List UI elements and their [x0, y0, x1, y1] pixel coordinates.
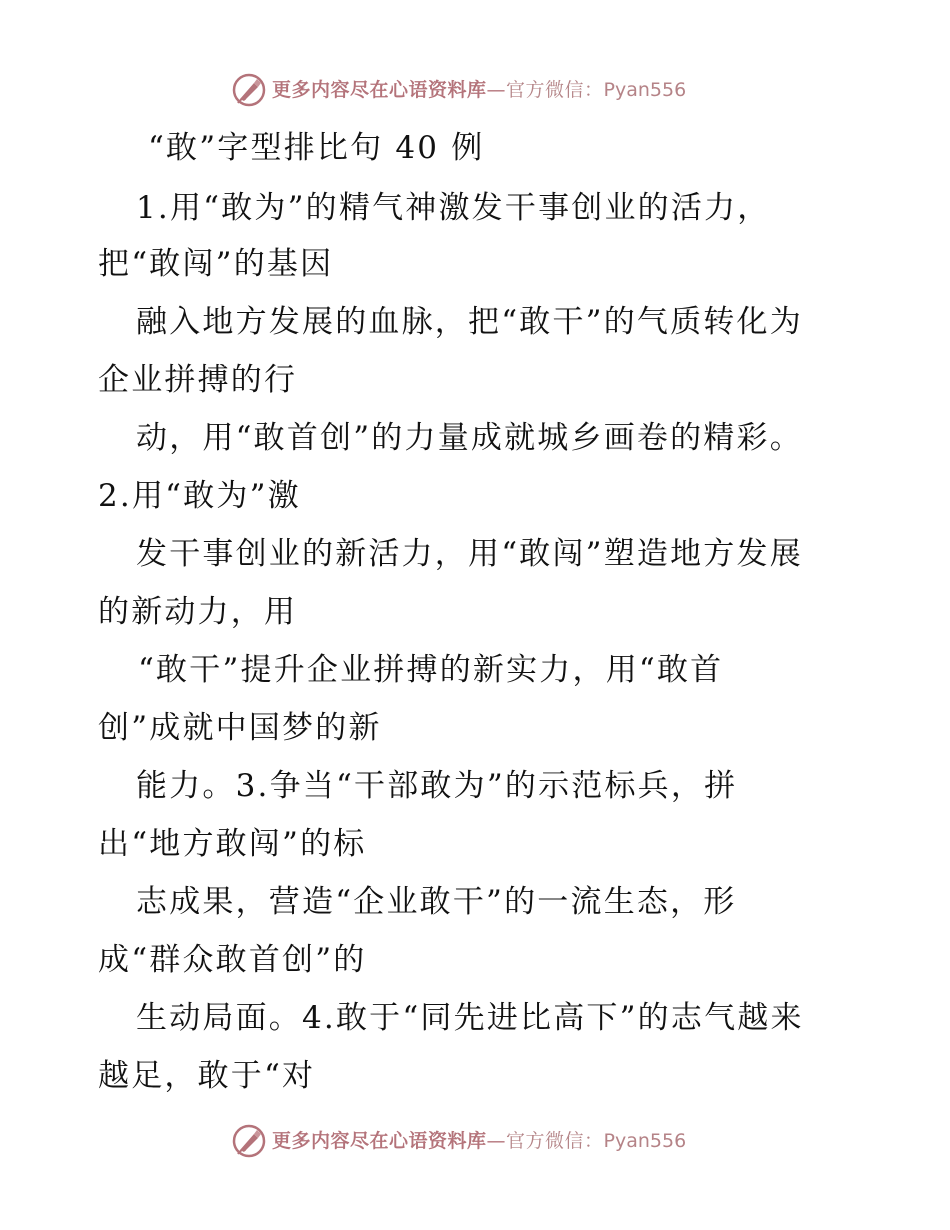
doc-line: 发干事创业的新活力，用“敢闯”塑造地方发展 — [136, 536, 803, 572]
watermark-id: Pyan556 — [603, 1129, 687, 1152]
watermark-text — [272, 78, 687, 101]
doc-line: 越足，敢于“对 — [98, 1058, 316, 1094]
watermark-sub: 官方微信： — [506, 1129, 604, 1152]
pen-logo-icon — [232, 73, 266, 107]
pen-logo-icon — [232, 1124, 266, 1158]
doc-line: 能力。3.争当“干部敢为”的示范标兵，拼 — [136, 768, 738, 804]
watermark-dash: — — [486, 78, 507, 101]
doc-line: 融入地方发展的血脉，把“敢干”的气质转化为 — [136, 304, 803, 340]
watermark-text — [272, 1129, 687, 1152]
header-watermark — [232, 72, 686, 108]
doc-line: 企业拼搏的行 — [98, 362, 298, 398]
watermark-main: 更多内容尽在心语资料库 — [272, 1129, 487, 1152]
doc-line: 生动局面。4.敢于“同先进比高下”的志气越来 — [136, 1000, 804, 1036]
doc-line: 的新动力，用 — [98, 594, 298, 630]
doc-line: 成“群众敢首创”的 — [98, 942, 367, 978]
doc-line: 动，用“敢首创”的力量成就城乡画卷的精彩。 — [136, 420, 803, 456]
doc-line: “敢干”提升企业拼搏的新实力，用“敢首 — [138, 652, 724, 688]
footer-watermark — [232, 1123, 686, 1159]
watermark-main: 更多内容尽在心语资料库 — [272, 78, 487, 101]
doc-line: 创”成就中国梦的新 — [98, 710, 382, 746]
doc-line: 志成果，营造“企业敢干”的一流生态，形 — [136, 884, 737, 920]
doc-line: 2.用“敢为”激 — [98, 478, 301, 514]
doc-line: 1.用“敢为”的精气神激发干事创业的活力， — [136, 190, 771, 226]
watermark-sub: 官方微信： — [506, 78, 604, 101]
doc-line: 把“敢闯”的基因 — [98, 246, 334, 282]
watermark-id: Pyan556 — [603, 78, 687, 101]
watermark-dash: — — [486, 1129, 507, 1152]
doc-title: “敢”字型排比句 40 例 — [148, 130, 485, 166]
doc-line: 出“地方敢闯”的标 — [98, 826, 367, 862]
